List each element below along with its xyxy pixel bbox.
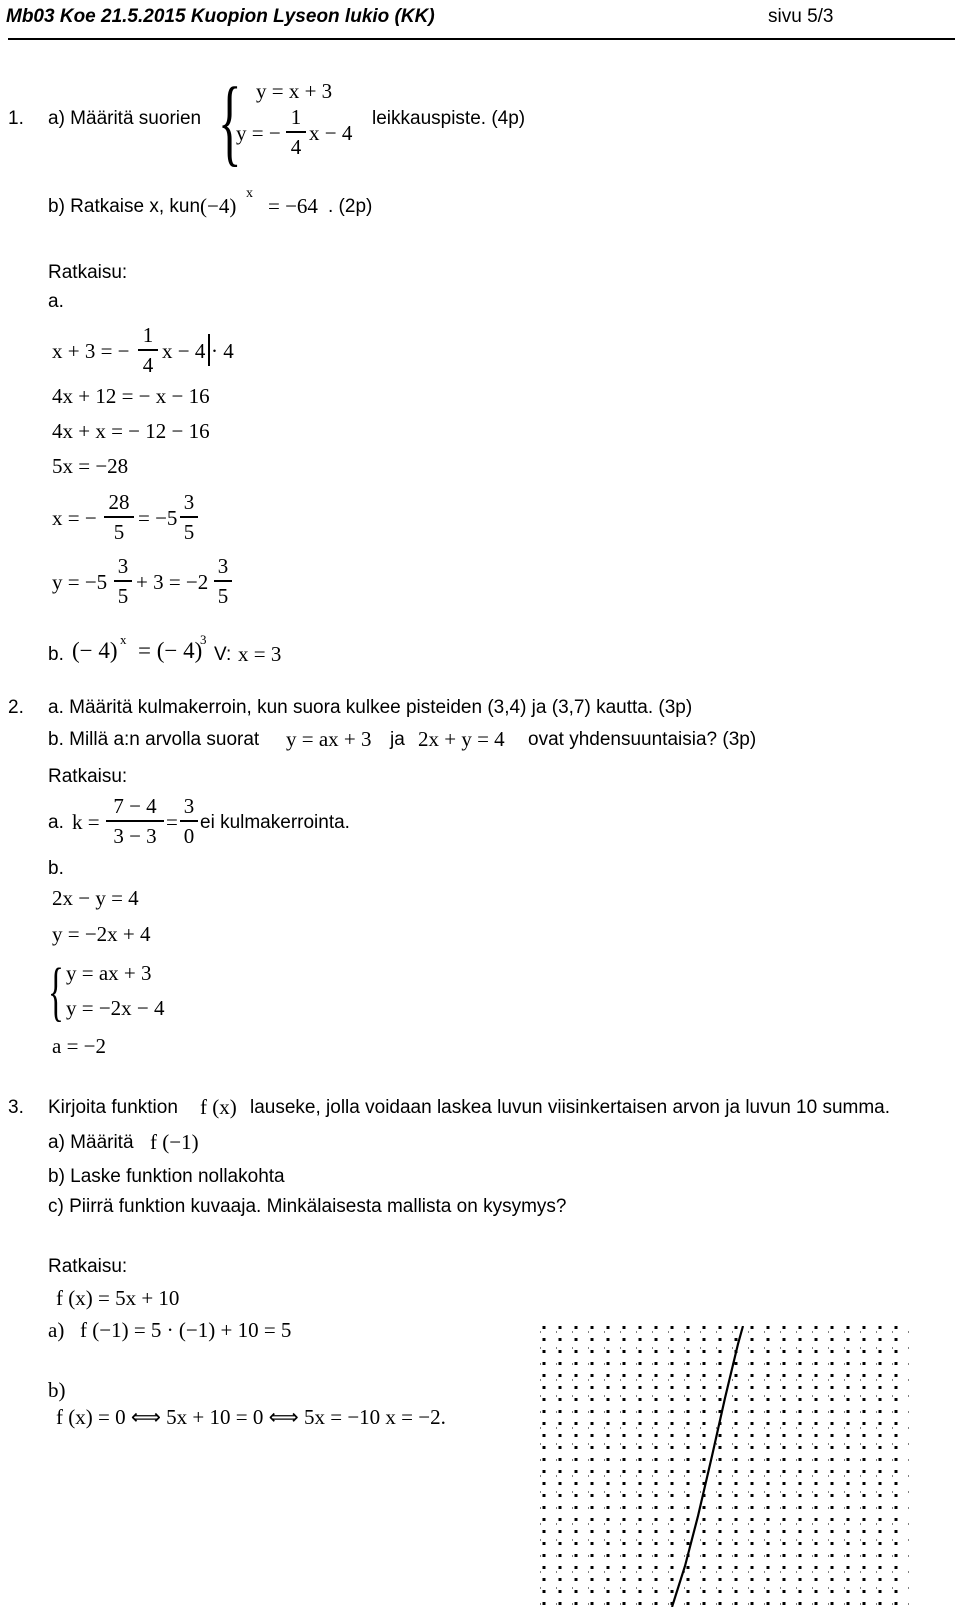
q2-a-text: a. Määritä kulmakerroin, kun suora kulkee pisteiden (3,4) ja (3,7) kautta. (3p): [48, 697, 693, 718]
graph-function-line: [672, 1326, 743, 1607]
q2-k-left: k =: [72, 810, 100, 834]
q1-system-eq1: y = x + 3: [256, 79, 333, 103]
q2-b-ja: ja: [390, 729, 405, 750]
q2-b-tail: ovat yhdensuuntaisia? (3p): [528, 729, 757, 750]
q1-line1-multiplier: · 4: [211, 339, 234, 363]
q2-b-eq1: y = ax + 3: [286, 727, 372, 751]
document-title: Mb03 Koe 21.5.2015 Kuopion Lyseon lukio (KK): [6, 6, 435, 27]
q3-line2-label: a): [48, 1318, 65, 1342]
q3-b-text: b) Laske funktion nollakohta: [48, 1166, 285, 1187]
q1-line3: 4x + x = − 12 − 16: [52, 419, 210, 443]
q1-solution-b: b.: [48, 644, 64, 665]
q2-k-fraction1: 7 − 4 3 − 3: [106, 793, 164, 849]
q3-function-graph: [540, 1326, 910, 1607]
q2-answer: a = −2: [52, 1034, 107, 1058]
q3-line3-label: b): [48, 1378, 66, 1402]
q2-solution-a: a.: [48, 812, 64, 833]
q1-solution-label: Ratkaisu:: [48, 262, 128, 283]
q3-a-math: f (−1): [150, 1130, 199, 1154]
q3-number: 3.: [8, 1097, 24, 1118]
q1-system-fraction: 1 4: [286, 104, 306, 160]
q1-line1-left: x + 3 = −: [52, 339, 130, 363]
q1-line6-mid: + 3 = −2: [136, 570, 209, 594]
q2-k-equals: =: [166, 810, 178, 834]
q1-lineb-answer: x = 3: [238, 642, 282, 666]
q1-line1-divider: [208, 334, 210, 366]
q2-k-text: ei kulmakerrointa.: [200, 812, 350, 833]
q3-c-text: c) Piirrä funktion kuvaaja. Minkälaisesta mallista on kysymys?: [48, 1196, 567, 1217]
q3-text-post: lauseke, jolla voidaan laskea luvun viisinkertaisen arvon ja luvun 10 summa.: [250, 1097, 891, 1118]
q1-a-text: a) Määritä suorien: [48, 108, 202, 129]
q3-text-pre: Kirjoita funktion: [48, 1097, 178, 1118]
q1-b-rhs: = −64: [268, 194, 318, 218]
q2-system-eq1: y = ax + 3: [66, 961, 152, 985]
q1-line1-fraction: 1 4: [138, 322, 158, 378]
q2-system-brace: {: [48, 955, 64, 1028]
q2-number: 2.: [8, 697, 24, 718]
q1-line5-fraction1: 28 5: [104, 489, 134, 545]
q3-a-text: a) Määritä: [48, 1132, 134, 1153]
page-number: sivu 5/3: [768, 6, 834, 27]
q1-line6-fraction1: 3 5: [114, 553, 132, 609]
q1-line1-right: x − 4: [162, 339, 206, 363]
q2-k-fraction2: 3 0: [180, 793, 198, 849]
q1-line5-fraction2: 3 5: [180, 489, 198, 545]
q2-line1: 2x − y = 4: [52, 886, 139, 910]
q1-system-eq2-right: x − 4: [309, 121, 353, 145]
q1-lineb-exponent1: x: [120, 632, 127, 647]
graph-grid: [540, 1326, 910, 1607]
q3-line4: f (x) = 0 ⟺ 5x + 10 = 0 ⟺ 5x = −10 x = −2.: [56, 1405, 446, 1429]
q1-line5-mid: = −5: [138, 506, 178, 530]
q1-line6-left: y = −5: [52, 570, 108, 594]
q3-line2: f (−1) = 5 · (−1) + 10 = 5: [80, 1318, 292, 1342]
q1-solution-a: a.: [48, 291, 64, 312]
q1-b-text: b) Ratkaise x, kun: [48, 196, 201, 217]
q1-lineb-v: V:: [214, 644, 232, 665]
q1-system-eq2-left: y = −: [236, 121, 281, 145]
q1-lineb-exponent2: 3: [200, 632, 207, 647]
q1-b-base: (−4): [200, 194, 237, 218]
q2-solution-label: Ratkaisu:: [48, 766, 128, 787]
q1-line2: 4x + 12 = − x − 16: [52, 384, 210, 408]
q1-line4: 5x = −28: [52, 454, 129, 478]
q1-lineb-mid: = (− 4): [138, 638, 203, 663]
q1-system-brace: {: [218, 68, 242, 176]
header-rule: [8, 38, 955, 40]
q1-a-tail: leikkauspiste. (4p): [372, 108, 526, 129]
q1-number: 1.: [8, 108, 24, 129]
q1-line6-fraction2: 3 5: [214, 553, 232, 609]
q3-solution-label: Ratkaisu:: [48, 1256, 128, 1277]
q1-lineb-left: (− 4): [72, 638, 118, 663]
q1-b-tail: . (2p): [328, 196, 373, 217]
q2-b-eq2: 2x + y = 4: [418, 727, 505, 751]
q1-line5-left: x = −: [52, 506, 97, 530]
q1-b-exponent: x: [246, 186, 253, 201]
q2-system-eq2: y = −2x − 4: [66, 996, 165, 1020]
q2-b-text: b. Millä a:n arvolla suorat: [48, 729, 260, 750]
q2-solution-b: b.: [48, 858, 64, 879]
q3-line1: f (x) = 5x + 10: [56, 1286, 180, 1310]
q3-fx: f (x): [200, 1095, 237, 1119]
q2-line2: y = −2x + 4: [52, 922, 151, 946]
